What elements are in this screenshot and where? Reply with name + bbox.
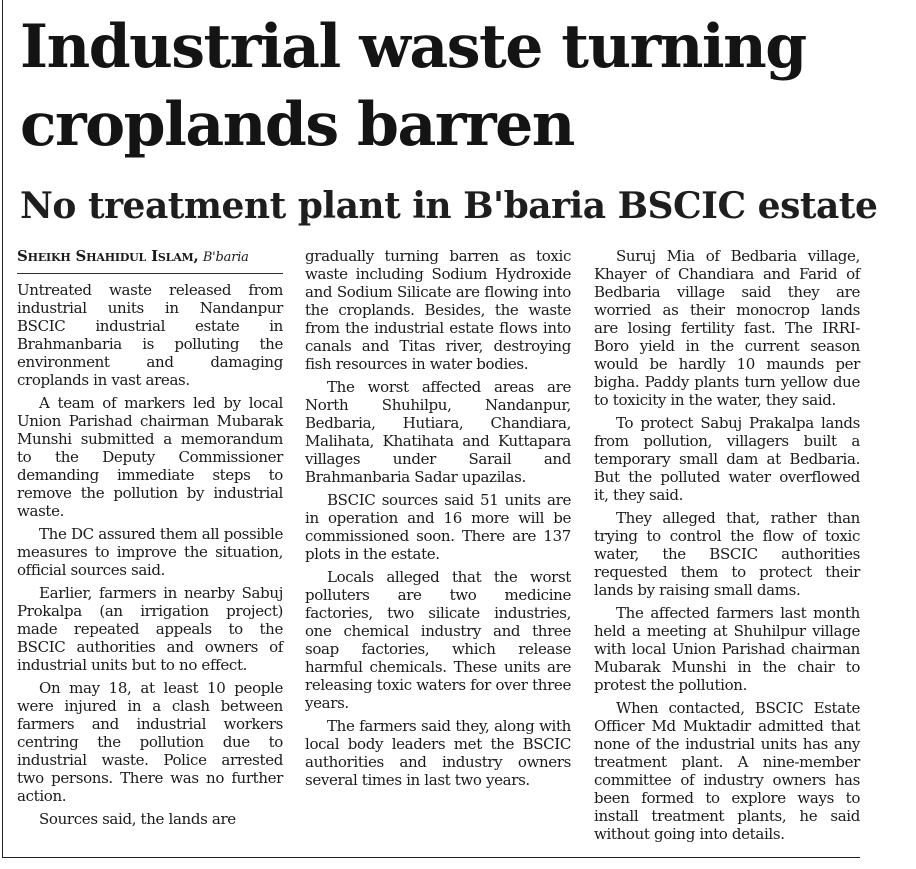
paragraph: When contacted, BSCIC Estate Officer Md Muktadir admitted that none of the industrial units has any treatment plant. A nine-member committee of industry owners has been formed to explore ways to install treatment plants, he said without going into details. bbox=[594, 699, 860, 843]
paragraph: The affected farmers last month held a meeting at Shuhilpur village with local Union Parishad chairman Mubarak Munshi in the chair to protest the pollution. bbox=[594, 604, 860, 694]
headline: Industrial waste turning croplands barren bbox=[20, 12, 806, 160]
paragraph: A team of markers led by local Union Parishad chairman Mubarak Munshi submitted a memorandum to the Deputy Commissioner demanding immediate steps to remove the pollution by industrial waste. bbox=[17, 394, 283, 520]
byline-location: B'baria bbox=[202, 250, 249, 265]
paragraph: To protect Sabuj Prakalpa lands from pollution, villagers built a temporary small dam at Bedbaria. But the polluted water overflowed it, they said. bbox=[594, 414, 860, 504]
paragraph: On may 18, at least 10 people were injured in a clash between farmers and industrial workers centring the pollution due to industrial waste. Police arrested two persons. There was no further action. bbox=[17, 679, 283, 805]
paragraph: The DC assured them all possible measures to improve the situation, official sources said. bbox=[17, 525, 283, 579]
article-column-2 bbox=[305, 247, 571, 794]
paragraph: The worst affected areas are North Shuhilpu, Nandanpur, Bedbaria, Hutiara, Chandiara, Malihata, Khatihata and Kuttapara villages under Sarail and Brahmanbaria Sadar upazilas. bbox=[305, 378, 571, 486]
paragraph: Untreated waste released from industrial units in Nandanpur BSCIC industrial estate in Brahmanbaria is polluting the environment and damaging croplands in vast areas. bbox=[17, 281, 283, 389]
byline-author: Sheikh Shahidul Islam, bbox=[17, 247, 199, 265]
paragraph: They alleged that, rather than trying to control the flow of toxic water, the BSCIC authorities requested them to protect their lands by raising small dams. bbox=[594, 509, 860, 599]
paragraph: Suruj Mia of Bedbaria village, Khayer of Chandiara and Farid of Bedbaria village said they are worried as their monocrop lands are losing fertility fast. The IRRI-Boro yield in the current season would be hardly 10 maunds per bigha. Paddy plants turn yellow due to toxicity in the water, they said. bbox=[594, 247, 860, 409]
clipping-left-rule bbox=[2, 0, 3, 858]
paragraph: The farmers said they, along with local body leaders met the BSCIC authorities and industry owners several times in last two years. bbox=[305, 717, 571, 789]
clipping-bottom-rule bbox=[2, 857, 860, 858]
paragraph: BSCIC sources said 51 units are in operation and 16 more will be commissioned soon. There are 137 plots in the estate. bbox=[305, 491, 571, 563]
article-column-3 bbox=[594, 247, 860, 848]
article-column-1 bbox=[17, 247, 283, 833]
paragraph: Locals alleged that the worst polluters are two medicine factories, two silicate industries, one chemical industry and three soap factories, which release harmful chemicals. These units are releasing toxic waters for over three years. bbox=[305, 568, 571, 712]
paragraph: Earlier, farmers in nearby Sabuj Prokalpa (an irrigation project) made repeated appeals to the BSCIC authorities and owners of industrial units but to no effect. bbox=[17, 584, 283, 674]
paragraph: Sources said, the lands are bbox=[39, 810, 236, 828]
subheadline: No treatment plant in B'baria BSCIC estate bbox=[20, 185, 878, 227]
byline bbox=[17, 247, 283, 274]
paragraph: gradually turning barren as toxic waste including Sodium Hydroxide and Sodium Silicate are flowing into the croplands. Besides, the waste from the industrial estate flows into canals and Titas river, destroying fish resources in water bodies. bbox=[305, 247, 571, 373]
